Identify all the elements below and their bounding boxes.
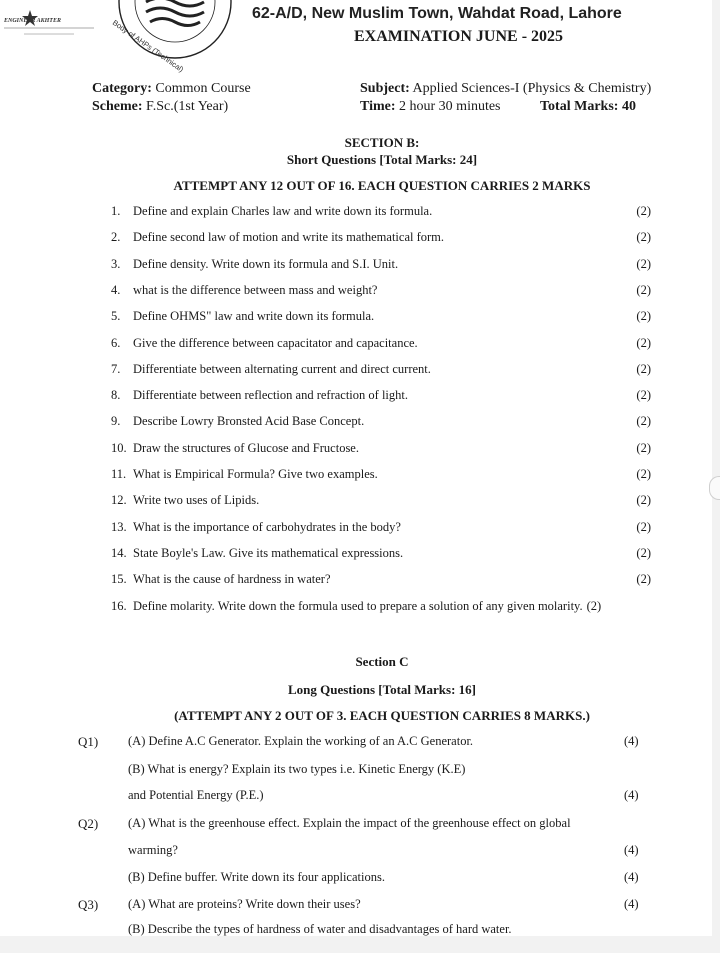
question-number: 4. xyxy=(111,282,121,297)
long-question-text: (A) Define A.C Generator. Explain the working of an A.C Generator. xyxy=(128,734,474,748)
question-number: 15. xyxy=(111,572,127,587)
question-number: 1. xyxy=(111,204,121,218)
short-question-row xyxy=(111,336,651,351)
scheme-value: F.Sc.(1st Year) xyxy=(146,99,229,114)
long-question-text: (A) What are proteins? Write down their uses? xyxy=(128,897,361,911)
question-text: Write two uses of Lipids. xyxy=(133,493,260,508)
subject-line xyxy=(360,81,651,97)
short-question-row xyxy=(111,204,651,219)
question-number: 12. xyxy=(111,493,127,508)
question-marks: (2) xyxy=(636,204,651,218)
question-text: What is the importance of carbohydrates in the body? xyxy=(133,519,401,534)
scheme-line xyxy=(92,99,228,115)
section-c-instruction: (ATTEMPT ANY 2 OUT OF 3. EACH QUESTION CARRIES 8 MARKS.) xyxy=(174,708,590,723)
section-b-instruction: ATTEMPT ANY 12 OUT OF 16. EACH QUESTION CARRIES 2 MARKS xyxy=(173,178,591,193)
question-marks: (2) xyxy=(636,545,651,560)
long-question-text: (B) What is energy? Explain its two types i.e. Kinetic Energy (K.E) xyxy=(128,762,466,776)
short-question-row xyxy=(111,309,651,324)
long-question-label: Q3) xyxy=(78,897,99,912)
long-question-text: (A) What is the greenhouse effect. Explain the impact of the greenhouse effect on global xyxy=(128,816,571,830)
short-question-row xyxy=(111,493,651,508)
question-text: Define second law of motion and write its mathematical form. xyxy=(133,230,445,245)
subject-value: Applied Sciences-I (Physics & Chemistry) xyxy=(412,81,652,96)
exam-title: EXAMINATION JUNE - 2025 xyxy=(354,28,564,45)
viewer-bottom-strip xyxy=(0,936,720,953)
question-text: Describe Lowry Bronsted Acid Base Concept. xyxy=(133,414,365,429)
question-marks: (2) xyxy=(636,467,651,481)
short-question-row xyxy=(111,572,651,587)
question-marks: (2) xyxy=(636,493,651,508)
long-question-marks: (4) xyxy=(624,734,639,748)
long-question-marks: (4) xyxy=(624,788,639,802)
question-marks: (2) xyxy=(636,388,651,403)
question-marks: (2) xyxy=(636,572,651,587)
long-question-marks: (4) xyxy=(624,843,639,857)
scroll-handle[interactable] xyxy=(709,476,720,500)
question-marks: (2) xyxy=(636,230,651,245)
short-question-row xyxy=(111,599,601,614)
total-marks-value: 40 xyxy=(621,99,636,114)
logo-text: ENGINEER AKHTER xyxy=(4,18,61,24)
short-question-row xyxy=(111,388,651,403)
question-number: 6. xyxy=(111,335,121,350)
short-question-row xyxy=(111,414,651,429)
seal-text: Body of AHPs (Technical) xyxy=(110,18,186,74)
time-label: Time: xyxy=(360,99,396,114)
category-line xyxy=(92,81,251,97)
question-text: Define density. Write down its formula and S.I. Unit. xyxy=(133,256,399,271)
short-question-row xyxy=(111,230,651,245)
question-text: Define molarity. Write down the formula used to prepare a solution of any given molarity. xyxy=(133,598,583,613)
question-text: Draw the structures of Glucose and Fructose. xyxy=(133,440,359,455)
question-marks: (2) xyxy=(586,598,602,613)
subject-label: Subject: xyxy=(360,81,410,96)
long-question-text: (B) Define buffer. Write down its four applications. xyxy=(128,870,385,884)
question-text: Define OHMS" law and write down its formula. xyxy=(133,309,375,324)
star-emblem-icon xyxy=(4,8,96,42)
section-b-subtitle: Short Questions [Total Marks: 24] xyxy=(286,152,478,167)
question-text: What is the cause of hardness in water? xyxy=(133,572,331,587)
scheme-label: Scheme: xyxy=(92,99,143,114)
short-question-row xyxy=(111,467,651,482)
time-line xyxy=(360,99,501,115)
short-question-row xyxy=(111,520,651,535)
long-question-text: and Potential Energy (P.E.) xyxy=(128,788,264,802)
institute-logo xyxy=(4,8,96,42)
question-marks: (2) xyxy=(636,414,651,429)
question-marks: (2) xyxy=(636,519,651,534)
question-number: 5. xyxy=(111,309,121,324)
question-number: 14. xyxy=(111,545,127,560)
question-number: 3. xyxy=(111,256,121,271)
long-question-label: Q2) xyxy=(78,816,99,831)
question-number: 7. xyxy=(111,361,121,376)
short-question-row xyxy=(111,283,651,298)
total-marks-line xyxy=(540,99,636,115)
question-number: 13. xyxy=(111,519,127,534)
question-marks: (2) xyxy=(636,335,651,350)
time-value: 2 hour 30 minutes xyxy=(399,99,501,114)
long-question-label: Q1) xyxy=(78,734,99,749)
long-question-text: (B) Describe the types of hardness of water and disadvantages of hard water. xyxy=(128,922,512,936)
question-marks: (2) xyxy=(636,361,651,376)
total-marks-label: Total Marks: xyxy=(540,99,619,114)
short-question-row xyxy=(111,546,651,561)
institute-address: 62-A/D, New Muslim Town, Wahdat Road, Lahore xyxy=(252,5,622,22)
question-marks: (2) xyxy=(636,256,651,271)
question-number: 10. xyxy=(111,440,127,455)
section-b-title: SECTION B: xyxy=(344,135,420,150)
long-question-marks: (4) xyxy=(624,870,639,884)
question-text: what is the difference between mass and weight? xyxy=(133,282,378,297)
category-label: Category: xyxy=(92,81,152,96)
question-number: 8. xyxy=(111,388,121,403)
question-text: Differentiate between alternating current and direct current. xyxy=(133,361,431,376)
question-number: 16. xyxy=(111,598,127,613)
question-text: Give the difference between capacitator and capacitance. xyxy=(133,335,418,350)
short-question-row xyxy=(111,257,651,272)
question-text: What is Empirical Formula? Give two examples. xyxy=(133,467,378,481)
section-c-subtitle: Long Questions [Total Marks: 16] xyxy=(287,682,477,697)
question-marks: (2) xyxy=(636,440,651,455)
question-text: Differentiate between reflection and refraction of light. xyxy=(133,388,408,403)
question-number: 2. xyxy=(111,230,121,245)
question-marks: (2) xyxy=(636,282,651,297)
short-question-row xyxy=(111,362,651,377)
question-marks: (2) xyxy=(636,309,651,324)
section-c-title: Section C xyxy=(355,654,409,669)
question-number: 11. xyxy=(111,467,127,481)
long-question-marks: (4) xyxy=(624,897,639,911)
short-question-row xyxy=(111,441,651,456)
long-question-text: warming? xyxy=(128,843,178,857)
question-number: 9. xyxy=(111,414,121,429)
question-text: Define and explain Charles law and write down its formula. xyxy=(133,204,433,218)
category-value: Common Course xyxy=(155,81,251,96)
question-text: State Boyle's Law. Give its mathematical expressions. xyxy=(133,545,404,560)
